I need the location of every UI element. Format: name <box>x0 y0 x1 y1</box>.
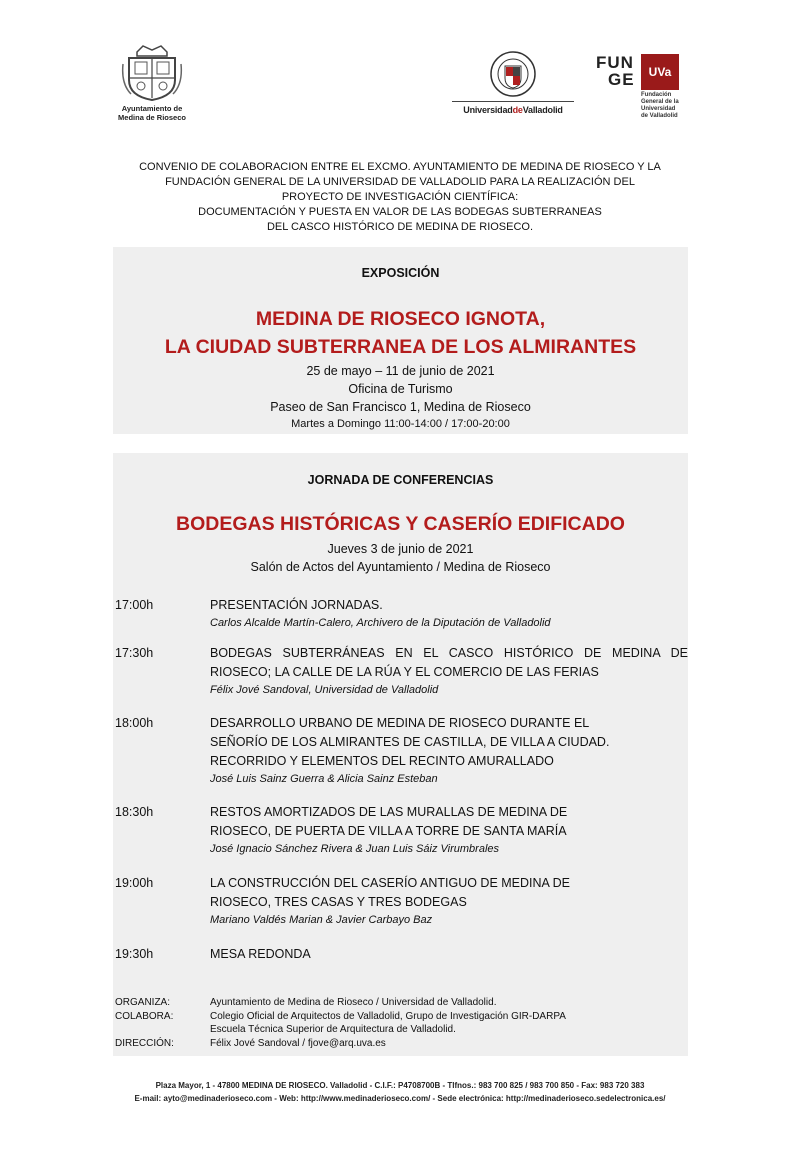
convenio-text: CONVENIO DE COLABORACION ENTRE EL EXCMO. AYUNTAMIENTO DE MEDINA DE RIOSECO Y LA FUNDACIÓN GENERAL DE LA UNIVERSIDAD DE VALLADOLID PARA LA REALIZACIÓN DEL PROYECTO DE INVESTIGACIÓN CIENTÍFICA: DOCUMENTACIÓN Y PUESTA EN VALOR DE LAS BODEGAS SUBTERRANEAS DEL CASCO HISTÓRICO DE MEDINA DE RIOSECO. <box>139 161 661 233</box>
funge-logo: FUN GE UVa Fundación General de la Universidad de Valladolid <box>596 53 679 119</box>
talk-speaker: Mariano Valdés Marian & Javier Carbayo Baz <box>210 914 433 926</box>
exposicion-place: Oficina de Turismo <box>348 382 453 396</box>
credits-colabora-2: Escuela Técnica Superior de Arquitectura de Valladolid. <box>210 1024 456 1035</box>
schedule-time: 19:00h <box>115 876 154 890</box>
exposicion-block <box>113 247 688 434</box>
talk-speaker: José Luis Sainz Guerra & Alicia Sainz Esteban <box>210 773 438 785</box>
talk-title: RIOSECO; LA CALLE DE LA RÚA Y EL COMERCIO DE LAS FERIAS <box>210 665 599 679</box>
credits <box>115 996 685 1050</box>
talk-title: RIOSECO, DE PUERTA DE VILLA A TORRE DE SANTA MARÍA <box>210 824 567 838</box>
talk-title: LA CONSTRUCCIÓN DEL CASERÍO ANTIGUO DE MEDINA DE <box>210 876 571 890</box>
schedule-time: 19:30h <box>115 947 154 961</box>
ayuntamiento-caption: Ayuntamiento de Medina de Rioseco <box>118 104 186 122</box>
exposicion-title-line1: MEDINA DE RIOSECO IGNOTA, <box>255 308 546 330</box>
talk-title: RECORRIDO Y ELEMENTOS DEL RECINTO AMURALLADO <box>210 754 554 768</box>
footer-address: Plaza Mayor, 1 - 47800 MEDINA DE RIOSECO. Valladolid - C.I.F.: P4708700B - Tlfnos.: 983 700 825 / 983 700 850 - Fax: 983 720 383 <box>155 1081 645 1090</box>
talk-title: RIOSECO, TRES CASAS Y TRES BODEGAS <box>210 895 467 909</box>
universidad-rule <box>452 101 574 102</box>
talk-title: MESA REDONDA <box>210 947 311 961</box>
exposicion-dates: 25 de mayo – 11 de junio de 2021 <box>306 364 495 378</box>
jornada-heading: JORNADA DE CONFERENCIAS <box>307 473 494 487</box>
talk-speaker: Carlos Alcalde Martín-Calero, Archivero de la Diputación de Valladolid <box>210 617 551 629</box>
credits-colabora: COLABORA: Colegio Oficial de Arquitectos de Valladolid, Grupo de Investigación GIR-DARPA <box>115 1010 566 1022</box>
talk-title: SEÑORÍO DE LOS ALMIRANTES DE CASTILLA, DE VILLA A CIUDAD. <box>210 735 610 749</box>
exposicion-hours: Martes a Domingo 11:00-14:00 / 17:00-20:00 <box>291 418 510 430</box>
funge-subtitle: Fundación General de la Universidad de Valladolid <box>641 92 679 119</box>
funge-uva-badge: UVa <box>641 54 679 90</box>
university-seal-icon <box>489 50 537 98</box>
universidad-logo <box>452 50 574 115</box>
talk-speaker: Félix Jové Sandoval, Universidad de Valladolid <box>210 684 439 696</box>
talk-speaker: José Ignacio Sánchez Rivera & Juan Luis Sáiz Virumbrales <box>210 843 500 855</box>
jornada-title: BODEGAS HISTÓRICAS Y CASERÍO EDIFICADO <box>176 513 625 535</box>
jornada-block <box>113 453 688 1056</box>
schedule-time: 17:30h <box>115 646 154 660</box>
jornada-date: Jueves 3 de junio de 2021 <box>327 542 474 556</box>
exposicion-heading: EXPOSICIÓN <box>361 266 440 280</box>
schedule-time: 18:30h <box>115 805 154 819</box>
footer-contact: E-mail: ayto@medinaderioseco.com - Web: http://www.medinaderioseco.com/ - Sede electrónica: http://medinaderioseco.sedelectronica.es/ <box>134 1094 666 1103</box>
talk-title: BODEGAS SUBTERRÁNEAS EN EL CASCO HISTÓRICO DE MEDINA DE <box>210 646 688 660</box>
ayuntamiento-logo <box>112 44 192 122</box>
jornada-venue: Salón de Actos del Ayuntamiento / Medina de Rioseco <box>250 560 551 574</box>
talk-title: RESTOS AMORTIZADOS DE LAS MURALLAS DE MEDINA DE <box>210 805 568 819</box>
exposicion-address: Paseo de San Francisco 1, Medina de Rioseco <box>270 400 531 414</box>
exposicion-title-line2: LA CIUDAD SUBTERRANEA DE LOS ALMIRANTES <box>164 336 637 358</box>
coat-of-arms-icon <box>121 44 183 102</box>
footer <box>60 1079 740 1105</box>
schedule-time: 18:00h <box>115 716 154 730</box>
schedule-time: 17:00h <box>115 598 154 612</box>
talk-title: PRESENTACIÓN JORNADAS. <box>210 598 383 612</box>
universidad-caption: UniversidaddeValladolid <box>463 105 563 115</box>
credits-direccion: DIRECCIÓN: Félix Jové Sandoval / fjove@arq.uva.es <box>115 1037 386 1049</box>
talk-title: DESARROLLO URBANO DE MEDINA DE RIOSECO DURANTE EL <box>210 716 590 730</box>
credits-organiza: ORGANIZA: Ayuntamiento de Medina de Rioseco / Universidad de Valladolid. <box>115 997 497 1008</box>
